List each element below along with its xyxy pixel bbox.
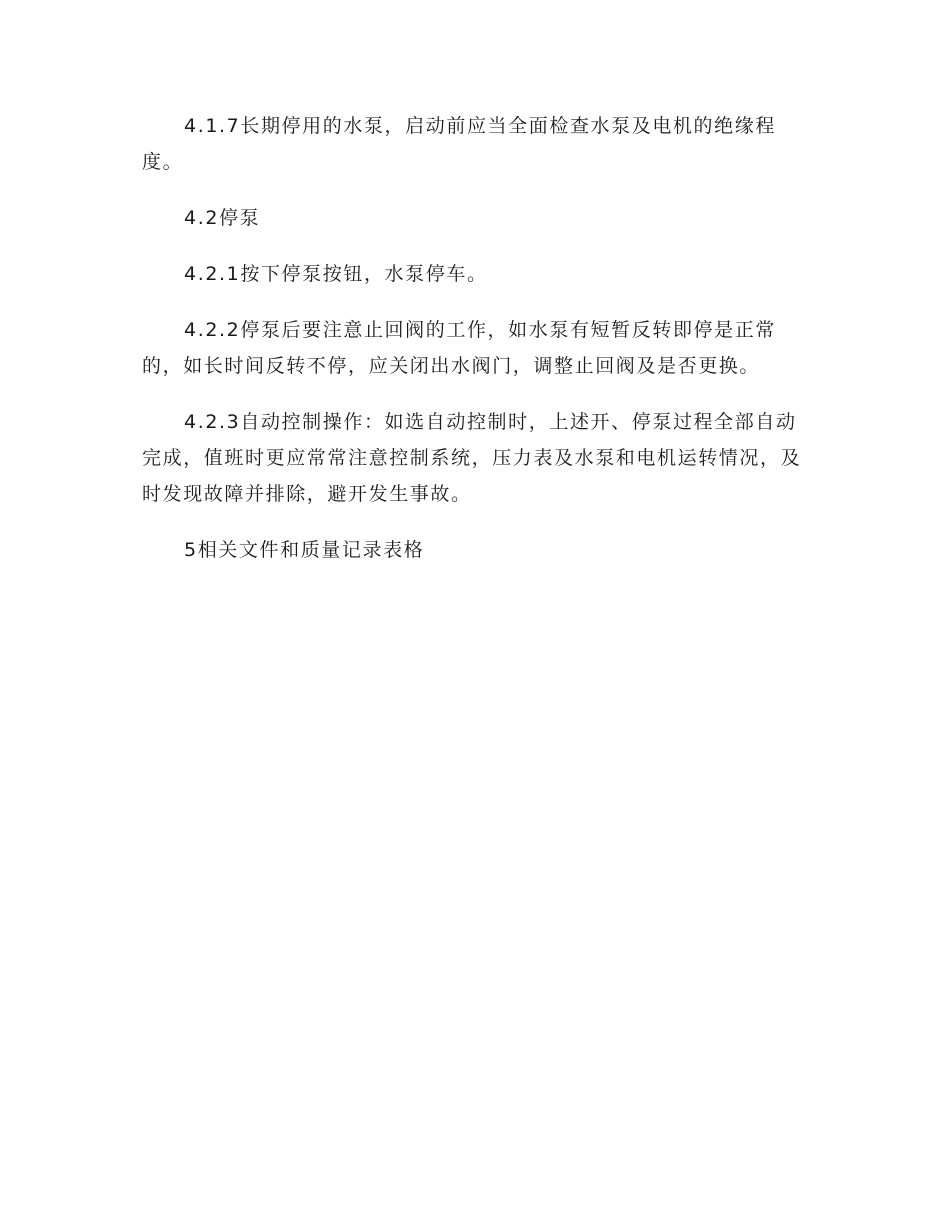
paragraph-4-2-3: 4.2.3自动控制操作：如选自动控制时，上述开、停泵过程全部自动完成，值班时更应常常注意控制系统，压力表及水泵和电机运转情况，及时发现故障并排除，避开发生事故。 [142, 411, 802, 505]
paragraph-4-1-7: 4.1.7长期停用的水泵，启动前应当全面检查水泵及电机的绝缘程度。 [142, 115, 776, 173]
document-body [142, 108, 810, 588]
section-heading-5: 5相关文件和质量记录表格 [184, 539, 425, 561]
paragraph-4-2-2: 4.2.2停泵后要注意止回阀的工作，如水泵有短暂反转即停是正常的，如长时间反转不停，应关闭出水阀门，调整止回阀及是否更换。 [142, 319, 776, 377]
section-heading-4-2: 4.2停泵 [184, 207, 261, 229]
paragraph-4-2-1: 4.2.1按下停泵按钮，水泵停车。 [184, 263, 488, 285]
